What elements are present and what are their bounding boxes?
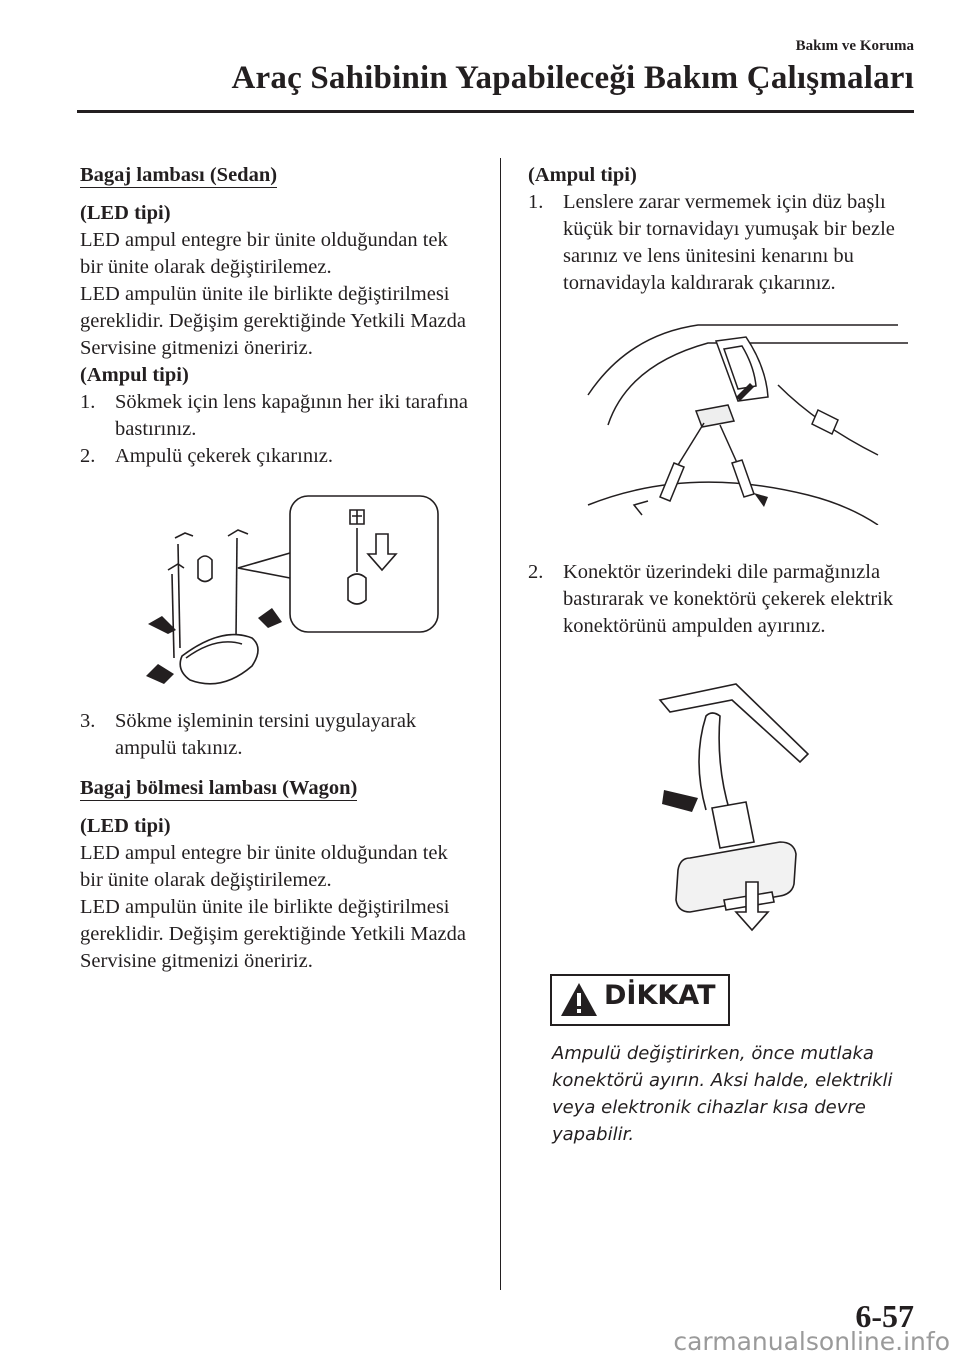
led-paragraph-1: LED ampul entegre bir ünite olduğundan tek bir ünite olarak değiştirilemez. [80, 229, 448, 278]
step-text: Sökme işleminin tersini uygulayarak ampulü takınız. [115, 710, 417, 759]
wagon-led-paragraph-1: LED ampul entegre bir ünite olduğundan tek bir ünite olarak değiştirilemez. [80, 842, 448, 891]
header-rule [77, 110, 914, 113]
left-column [80, 162, 470, 975]
connector-removal-illustration [528, 680, 928, 950]
wagon-lens-removal-illustration [528, 315, 928, 525]
step-item [80, 389, 470, 443]
step-number: 2. [80, 445, 96, 467]
bulb-type-heading: (Ampul tipi) [528, 164, 637, 186]
step-item [528, 559, 928, 640]
wagon-heading: Bagaj bölmesi lambası (Wagon) [80, 777, 358, 799]
step-text: Konektör üzerindeki dile parmağınızla bastırarak ve konektörü çekerek elektrik konektörünü ampulden ayırınız. [563, 561, 894, 637]
watermark: carmanualsonline.info [673, 1327, 950, 1356]
sedan-heading: Bagaj lambası (Sedan) [80, 164, 278, 186]
warning-label: DİKKAT [604, 980, 716, 1011]
step-item [80, 443, 470, 470]
warning-text: Ampulü değiştirirken, önce mutlaka konektörü ayırın. Aksi halde, elektrikli veya elektronik cihazlar kısa devre yapabilir. [552, 1043, 893, 1145]
wagon-led-paragraph-2: LED ampulün ünite ile birlikte değiştirilmesi gereklidir. Değişim gerektiğinde Yetkili Mazda Servisine gitmenizi öneririz. [80, 896, 467, 972]
wagon-led-type-heading: (LED tipi) [80, 815, 171, 837]
right-column [528, 162, 928, 1148]
page-title: Araç Sahibinin Yapabileceği Bakım Çalışmaları [231, 60, 914, 96]
step-number: 3. [80, 710, 96, 732]
step-number: 1. [528, 191, 544, 213]
step-number: 2. [528, 561, 544, 583]
step-text: Ampulü çekerek çıkarınız. [115, 445, 334, 467]
column-divider [500, 158, 501, 1290]
bulb-type-heading: (Ampul tipi) [80, 364, 189, 386]
led-type-heading: (LED tipi) [80, 202, 171, 224]
warning-badge [550, 974, 730, 1026]
led-paragraph-2: LED ampulün ünite ile birlikte değiştirilmesi gereklidir. Değişim gerektiğinde Yetkili Mazda Servisine gitmenizi öneririz. [80, 283, 467, 359]
step-number: 1. [80, 391, 96, 413]
page-number: 6-57 [855, 1298, 914, 1334]
sedan-lamp-illustration [80, 488, 470, 698]
warning-triangle-icon [558, 980, 600, 1020]
section-name: Bakım ve Koruma [795, 38, 914, 54]
step-text: Lenslere zarar vermemek için düz başlı küçük bir tornavidayı yumuşak bir bezle sarınız ve lens ünitesini kenarını bu tornavidayla kaldırarak çıkarınız. [563, 191, 895, 294]
step-item [80, 708, 470, 762]
step-item [528, 189, 928, 297]
step-text: Sökmek için lens kapağının her iki tarafına bastırınız. [115, 391, 468, 440]
